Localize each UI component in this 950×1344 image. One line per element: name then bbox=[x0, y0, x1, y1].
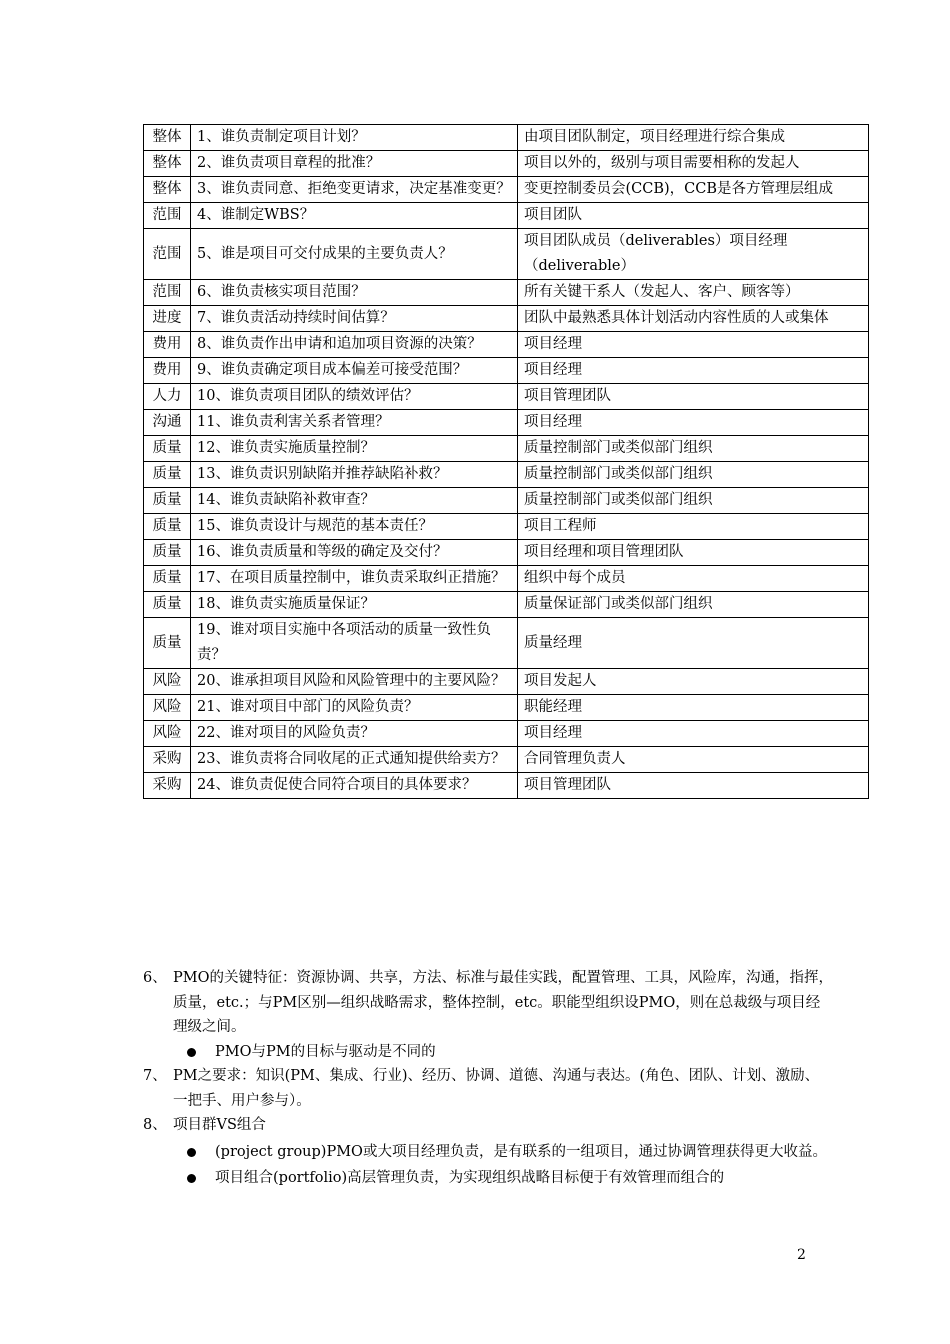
category-cell: 质量 bbox=[144, 488, 191, 514]
answer-cell: 项目经理和项目管理团队 bbox=[518, 540, 869, 566]
category-cell: 质量 bbox=[144, 566, 191, 592]
table-row bbox=[144, 410, 869, 436]
answer-cell: 合同管理负责人 bbox=[518, 747, 869, 773]
category-cell: 风险 bbox=[144, 721, 191, 747]
bullet-text: PMO与PM的目标与驱动是不同的 bbox=[215, 1043, 436, 1060]
category-cell: 范围 bbox=[144, 280, 191, 306]
category-cell: 质量 bbox=[144, 462, 191, 488]
table-row bbox=[144, 384, 869, 410]
answer-cell: 由项目团队制定，项目经理进行综合集成 bbox=[518, 125, 869, 151]
question-cell: 18、谁负责实施质量保证？ bbox=[191, 592, 518, 618]
answer-cell: 质量经理 bbox=[518, 618, 869, 669]
table-row bbox=[144, 462, 869, 488]
table-row bbox=[144, 566, 869, 592]
bullet-dot-icon bbox=[187, 1148, 196, 1157]
question-cell: 15、谁负责设计与规范的基本责任？ bbox=[191, 514, 518, 540]
category-cell: 采购 bbox=[144, 747, 191, 773]
question-cell: 23、谁负责将合同收尾的正式通知提供给卖方？ bbox=[191, 747, 518, 773]
answer-cell: 变更控制委员会(CCB)，CCB是各方管理层组成 bbox=[518, 177, 869, 203]
note-item-6 bbox=[143, 966, 833, 1040]
answer-cell: 所有关键干系人（发起人、客户、顾客等） bbox=[518, 280, 869, 306]
table-row bbox=[144, 514, 869, 540]
category-cell: 范围 bbox=[144, 229, 191, 280]
question-cell: 12、谁负责实施质量控制？ bbox=[191, 436, 518, 462]
question-cell: 9、谁负责确定项目成本偏差可接受范围？ bbox=[191, 358, 518, 384]
table-row bbox=[144, 280, 869, 306]
answer-cell: 项目经理 bbox=[518, 332, 869, 358]
category-cell: 整体 bbox=[144, 177, 191, 203]
answer-cell: 组织中每个成员 bbox=[518, 566, 869, 592]
category-cell: 风险 bbox=[144, 695, 191, 721]
question-cell: 7、谁负责活动持续时间估算？ bbox=[191, 306, 518, 332]
question-cell: 16、谁负责质量和等级的确定及交付？ bbox=[191, 540, 518, 566]
note-item-8 bbox=[143, 1113, 833, 1138]
note-number: 6、 bbox=[143, 970, 167, 986]
table-row bbox=[144, 203, 869, 229]
table-row bbox=[144, 540, 869, 566]
page-number: 2 bbox=[797, 1247, 806, 1263]
note-number: 8、 bbox=[143, 1117, 167, 1133]
question-cell: 13、谁负责识别缺陷并推荐缺陷补救？ bbox=[191, 462, 518, 488]
question-cell: 20、谁承担项目风险和风险管理中的主要风险？ bbox=[191, 669, 518, 695]
responsibility-table bbox=[143, 124, 869, 799]
category-cell: 风险 bbox=[144, 669, 191, 695]
answer-cell: 职能经理 bbox=[518, 695, 869, 721]
category-cell: 质量 bbox=[144, 514, 191, 540]
table-row bbox=[144, 125, 869, 151]
answer-cell: 项目经理 bbox=[518, 410, 869, 436]
responsibility-table-body bbox=[144, 125, 869, 799]
question-cell: 4、谁制定WBS？ bbox=[191, 203, 518, 229]
answer-cell: 项目管理团队 bbox=[518, 773, 869, 799]
category-cell: 范围 bbox=[144, 203, 191, 229]
question-cell: 10、谁负责项目团队的绩效评估？ bbox=[191, 384, 518, 410]
table-row bbox=[144, 721, 869, 747]
question-cell: 3、谁负责同意、拒绝变更请求，决定基准变更？ bbox=[191, 177, 518, 203]
bullet-dot-icon bbox=[187, 1174, 196, 1183]
question-cell: 22、谁对项目的风险负责？ bbox=[191, 721, 518, 747]
note-bullet bbox=[143, 1040, 833, 1065]
table-row bbox=[144, 332, 869, 358]
category-cell: 质量 bbox=[144, 540, 191, 566]
table-row bbox=[144, 177, 869, 203]
answer-cell: 项目以外的，级别与项目需要相称的发起人 bbox=[518, 151, 869, 177]
bullet-dot-icon bbox=[187, 1048, 196, 1057]
category-cell: 质量 bbox=[144, 592, 191, 618]
answer-cell: 项目工程师 bbox=[518, 514, 869, 540]
bullet-text: 项目组合(portfolio)高层管理负责，为实现组织战略目标便于有效管理而组合的 bbox=[215, 1170, 725, 1186]
category-cell: 沟通 bbox=[144, 410, 191, 436]
table-row bbox=[144, 229, 869, 280]
question-cell: 1、谁负责制定项目计划？ bbox=[191, 125, 518, 151]
category-cell: 进度 bbox=[144, 306, 191, 332]
table-row bbox=[144, 488, 869, 514]
question-cell: 6、谁负责核实项目范围？ bbox=[191, 280, 518, 306]
answer-cell: 质量控制部门或类似部门组织 bbox=[518, 462, 869, 488]
answer-cell: 项目经理 bbox=[518, 358, 869, 384]
answer-cell: 项目经理 bbox=[518, 721, 869, 747]
category-cell: 采购 bbox=[144, 773, 191, 799]
category-cell: 费用 bbox=[144, 358, 191, 384]
table-row bbox=[144, 695, 869, 721]
bullet-text: (project group)PMO或大项目经理负责，是有联系的一组项目，通过协调管理获得更大收益。 bbox=[215, 1143, 827, 1160]
category-cell: 整体 bbox=[144, 151, 191, 177]
question-cell: 19、谁对项目实施中各项活动的质量一致性负责？ bbox=[191, 618, 518, 669]
note-text: 项目群VS组合 bbox=[173, 1117, 266, 1133]
notes-section bbox=[143, 966, 833, 1191]
answer-cell: 项目管理团队 bbox=[518, 384, 869, 410]
answer-cell: 项目团队成员（deliverables）项目经理（deliverable） bbox=[518, 229, 869, 280]
table-row bbox=[144, 358, 869, 384]
answer-cell: 项目发起人 bbox=[518, 669, 869, 695]
question-cell: 8、谁负责作出申请和追加项目资源的决策？ bbox=[191, 332, 518, 358]
question-cell: 21、谁对项目中部门的风险负责？ bbox=[191, 695, 518, 721]
question-cell: 5、谁是项目可交付成果的主要负责人？ bbox=[191, 229, 518, 280]
note-number: 7、 bbox=[143, 1068, 167, 1084]
table-row bbox=[144, 592, 869, 618]
category-cell: 整体 bbox=[144, 125, 191, 151]
answer-cell: 质量控制部门或类似部门组织 bbox=[518, 488, 869, 514]
question-cell: 14、谁负责缺陷补救审查？ bbox=[191, 488, 518, 514]
question-cell: 17、在项目质量控制中，谁负责采取纠正措施？ bbox=[191, 566, 518, 592]
note-text: PMO的关键特征：资源协调、共享，方法、标准与最佳实践，配置管理、工具，风险库，沟通，指挥，质量，etc.；与PM区别—组织战略需求，整体控制，etc。职能型组织设PMO，则在总裁级与项目经理级之间。 bbox=[173, 970, 833, 1035]
note-bullet bbox=[143, 1140, 833, 1165]
table-row bbox=[144, 306, 869, 332]
answer-cell: 项目团队 bbox=[518, 203, 869, 229]
note-text: PM之要求：知识(PM、集成、行业)、经历、协调、道德、沟通与表达。(角色、团队、计划、激励、一把手、用户参与）。 bbox=[173, 1068, 820, 1109]
table-row bbox=[144, 436, 869, 462]
answer-cell: 质量保证部门或类似部门组织 bbox=[518, 592, 869, 618]
category-cell: 费用 bbox=[144, 332, 191, 358]
category-cell: 质量 bbox=[144, 618, 191, 669]
question-cell: 24、谁负责促使合同符合项目的具体要求？ bbox=[191, 773, 518, 799]
table-row bbox=[144, 151, 869, 177]
category-cell: 人力 bbox=[144, 384, 191, 410]
answer-cell: 质量控制部门或类似部门组织 bbox=[518, 436, 869, 462]
table-row bbox=[144, 618, 869, 669]
question-cell: 11、谁负责利害关系者管理？ bbox=[191, 410, 518, 436]
table-row bbox=[144, 747, 869, 773]
table-row bbox=[144, 773, 869, 799]
question-cell: 2、谁负责项目章程的批准？ bbox=[191, 151, 518, 177]
category-cell: 质量 bbox=[144, 436, 191, 462]
note-bullet bbox=[143, 1166, 833, 1191]
answer-cell: 团队中最熟悉具体计划活动内容性质的人或集体 bbox=[518, 306, 869, 332]
table-row bbox=[144, 669, 869, 695]
note-item-7 bbox=[143, 1064, 833, 1113]
